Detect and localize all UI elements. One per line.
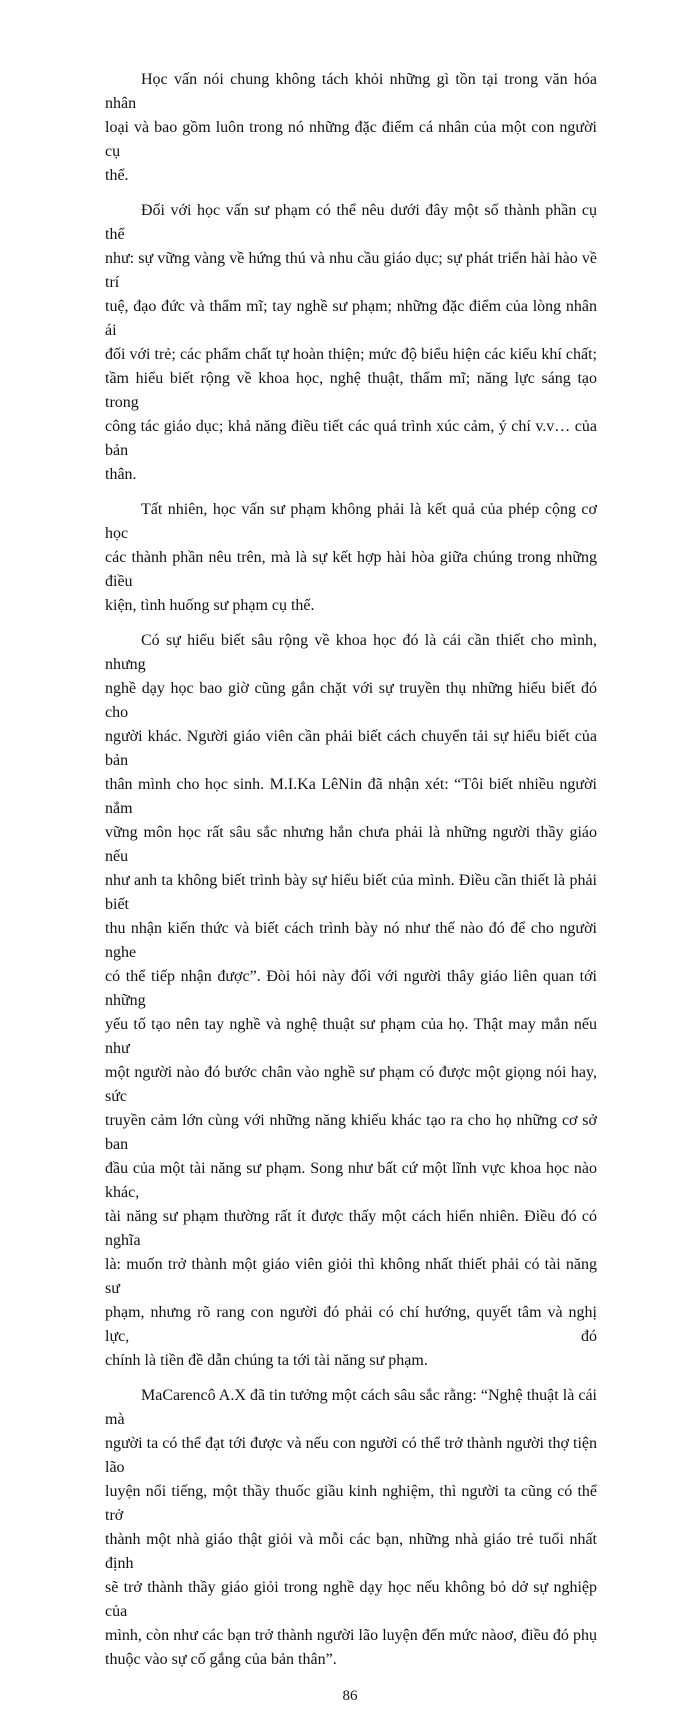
text-line: Tất nhiên, học vấn sư phạm không phải là kết quả của phép cộng cơ học [105, 501, 597, 542]
text-line: tài năng sư phạm thường rất ít được thấy một cách hiển nhiên. Điều đó có nghĩa [105, 1208, 597, 1249]
paragraph [105, 1384, 597, 1672]
text-line: như: sự vững vàng về hứng thú và nhu cầu giáo dục; sự phát triển hài hào về trí [105, 250, 597, 291]
page-number: 86 [342, 1688, 358, 1704]
text-line: nghề dạy học bao giờ cũng gắn chặt với sự truyền thụ những hiểu biết đó cho [105, 680, 597, 721]
text-line: kiện, tình huống sư phạm cụ thể. [105, 597, 315, 614]
text-line: mình, còn như các bạn trở thành người lão luyện đến mức nàoơ, điều đó phụ [105, 1627, 597, 1644]
text-line: thuộc vào sự cố gắng của bản thân”. [105, 1651, 337, 1668]
text-line: đối với trẻ; các phẩm chất tự hoàn thiện; mức độ biểu hiện các kiểu khí chất; [105, 346, 597, 363]
paragraph [105, 68, 597, 188]
text-line: thể. [105, 167, 129, 184]
text-line: công tác giáo dục; khả năng điều tiết các quá trình xúc cảm, ý chí v.v… của bản [105, 418, 597, 459]
text-line: tuệ, đạo đức và thẩm mĩ; tay nghề sư phạm; những đặc điểm của lòng nhân ái [105, 298, 597, 339]
paragraph [105, 199, 597, 487]
text-line: là: muốn trở thành một giáo viên giỏi thì không nhất thiết phải có tài năng sư [105, 1256, 597, 1297]
text-line: sẽ trở thành thầy giáo giỏi trong nghề dạy học nếu không bỏ dở sự nghiệp của [105, 1579, 597, 1620]
text-line: Có sự hiểu biết sâu rộng về khoa học đó là cái cần thiết cho mình, nhưng [105, 632, 597, 673]
text-line: luyện nổi tiếng, một thầy thuốc giầu kinh nghiệm, thì người ta cũng có thể trở [105, 1483, 597, 1524]
text-line: thân mình cho học sinh. M.I.Ka LêNin đã nhận xét: “Tôi biết nhiều người nắm [105, 776, 597, 817]
text-line: thành một nhà giáo thật giỏi và mỗi các bạn, những nhà giáo trẻ tuổi nhất định [105, 1531, 597, 1572]
paragraph [105, 498, 597, 618]
text-line: loại và bao gồm luôn trong nó những đặc điểm cá nhân của một con người cụ [105, 119, 597, 160]
text-line: Học vấn nói chung không tách khỏi những gì tồn tại trong văn hóa nhân [105, 71, 597, 112]
text-line: người khác. Người giáo viên cần phải biết cách chuyển tải sự hiểu biết của bản [105, 728, 597, 769]
text-line: các thành phần nêu trên, mà là sự kết hợp hài hòa giữa chúng trong những điều [105, 549, 597, 590]
text-line: có thể tiếp nhận được”. Đòi hỏi này đối với người thây giáo liên quan tới những [105, 968, 597, 1009]
text-line: một người nào đó bước chân vào nghề sư phạm có được một giọng nói hay, sức [105, 1064, 597, 1105]
text-line: yếu tố tạo nên tay nghề và nghệ thuật sư phạm của họ. Thật may mắn nếu như [105, 1016, 597, 1057]
text-line: tầm hiểu biết rộng về khoa học, nghệ thuật, thẩm mĩ; năng lực sáng tạo trong [105, 370, 597, 411]
text-line: Đối với học vấn sư phạm có thể nêu dưới đây một số thành phần cụ thể [105, 202, 597, 243]
text-line: truyền cảm lớn cùng với những năng khiếu khác tạo ra cho họ những cơ sở ban [105, 1112, 597, 1153]
text-line: người ta có thể đạt tới được và nếu con người có thể trở thành người thợ tiện lão [105, 1435, 597, 1476]
paragraph [105, 629, 597, 1373]
text-line: vững môn học rất sâu sắc nhưng hắn chưa phải là những người thầy giáo nếu [105, 824, 597, 865]
text-line: đầu của một tài năng sư phạm. Song như bất cứ một lĩnh vực khoa học nào khác, [105, 1160, 597, 1201]
text-line: phạm, nhưng rõ rang con người đó phải có chí hướng, quyết tâm và nghị lực, đó [105, 1304, 597, 1345]
text-line: như anh ta không biết trình bày sự hiểu biết của mình. Điều cần thiết là phải biết [105, 872, 597, 913]
text-line: MaCarencô A.X đã tin tưởng một cách sâu sắc rằng: “Nghệ thuật là cái mà [105, 1387, 597, 1428]
document-body [105, 0, 597, 1672]
text-line: thân. [105, 466, 137, 483]
text-line: chính là tiền đề dẫn chúng ta tới tài năng sư phạm. [105, 1352, 428, 1369]
text-line: thu nhận kiến thức và biết cách trình bày nó như thế nào đó để cho người nghe [105, 920, 597, 961]
